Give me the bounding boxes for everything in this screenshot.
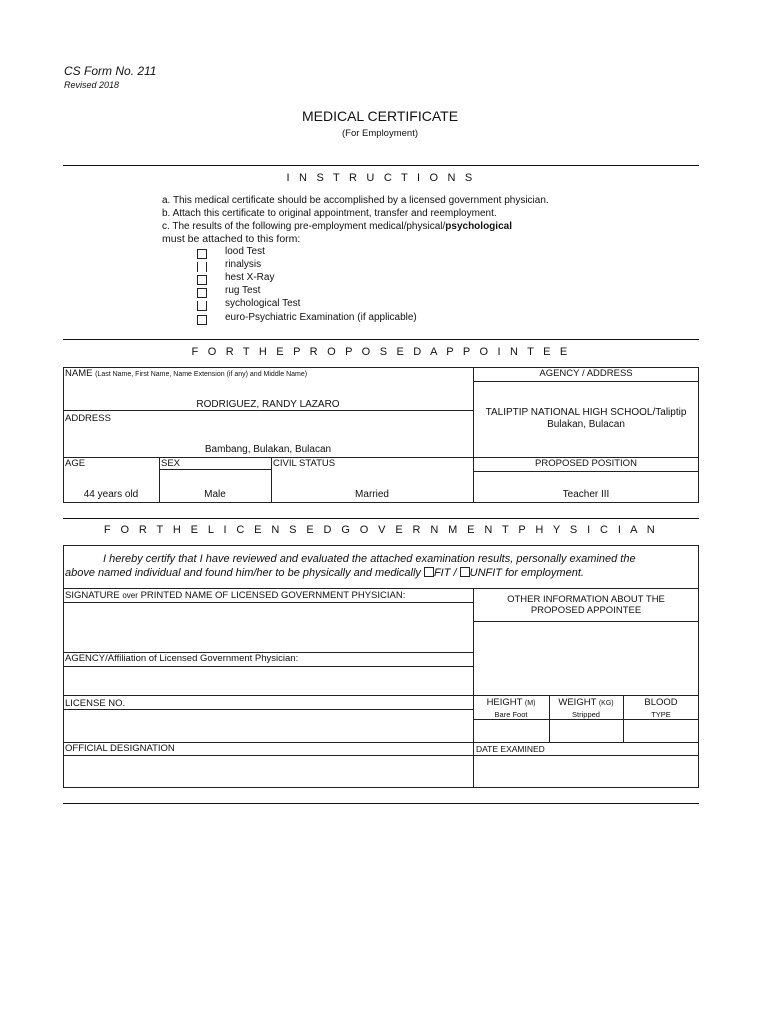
physician-agency-label: AGENCY/Affiliation of Licensed Government Physician: [65, 653, 299, 664]
blood-type-label: BLOOD [644, 697, 678, 708]
weight-sub: Stripped [572, 710, 600, 719]
instruction-c2: must be attached to this form: [162, 233, 301, 245]
name-label [65, 368, 307, 379]
certification-line2 [65, 566, 697, 580]
age-label: AGE [65, 458, 86, 469]
cert-text-1: I hereby certify that I have reviewed and evaluated the attached examination results, personally examined the [103, 553, 636, 565]
address-value[interactable]: Bambang, Bulakan, Bulacan [204, 444, 332, 455]
license-field[interactable] [64, 710, 472, 741]
divider-physician [63, 518, 699, 519]
blood-type-field[interactable] [624, 720, 698, 741]
name-value[interactable]: RODRIGUEZ, RANDY LAZARO [196, 399, 340, 410]
instruction-c [162, 220, 512, 233]
agency-value-line1[interactable]: TALIPTIP NATIONAL HIGH SCHOOL/Taliptip [485, 407, 687, 418]
license-label: LICENSE NO. [65, 698, 126, 709]
certification-line1 [65, 552, 697, 566]
table-divider [473, 471, 699, 472]
cert-text-2: above named individual and found him/her to be physically and medically [65, 567, 421, 579]
weight-field[interactable] [550, 720, 622, 741]
checklist-item: rug Test [225, 285, 261, 296]
divider-appointee [63, 339, 699, 340]
position-label: PROPOSED POSITION [535, 458, 637, 469]
height-sub: Bare Foot [494, 710, 528, 719]
checkbox-psychological-test[interactable] [197, 301, 207, 311]
signature-label-c: PRINTED NAME OF LICENSED GOVERNMENT PHYSICIAN: [140, 590, 406, 601]
instruction-c-text: c. The results of the following pre-employment medical/physical/ [162, 221, 446, 232]
designation-field[interactable] [64, 756, 472, 787]
checkbox-drug-test[interactable] [197, 288, 207, 298]
height-field[interactable] [474, 720, 548, 741]
checklist-item: hest X-Ray [225, 272, 275, 283]
agency-value-line2[interactable]: Bulakan, Bulacan [547, 419, 625, 430]
unfit-label: UNFIT for employment. [469, 567, 584, 579]
civil-status-value[interactable]: Married [355, 489, 389, 500]
table-divider [63, 410, 473, 411]
instructions-heading: I N S T R U C T I O N S [286, 172, 476, 184]
height-label-text: HEIGHT [486, 697, 523, 708]
sex-value[interactable]: Male [204, 489, 226, 500]
civil-status-label: CIVIL STATUS [273, 458, 336, 469]
weight-label-text: WEIGHT [558, 697, 597, 708]
instruction-b: b. Attach this certificate to original appointment, transfer and reemployment. [162, 208, 497, 219]
other-info-label-line2: PROPOSED APPOINTEE [530, 605, 642, 616]
instruction-a: a. This medical certificate should be accomplished by a licensed government physician. [162, 195, 549, 206]
divider-bottom [63, 803, 699, 804]
physician-heading: F O R T H E L I C E N S E D G O V E R N M E N T P H Y S I C I A N [103, 524, 659, 536]
unfit-checkbox[interactable] [460, 567, 470, 577]
form-number: CS Form No. 211 [64, 64, 157, 78]
page-subtitle: (For Employment) [341, 128, 418, 139]
appointee-heading: F O R T H E P R O P O S E D A P P O I N T E E [191, 346, 571, 358]
sex-label: SEX [161, 458, 181, 469]
signature-label-b: over [122, 591, 138, 600]
other-info-label-line1: OTHER INFORMATION ABOUT THE [507, 594, 665, 605]
designation-label: OFFICIAL DESIGNATION [65, 743, 175, 754]
checklist-item: euro-Psychiatric Examination (if applicable) [225, 312, 417, 323]
signature-label [65, 590, 405, 601]
physician-agency-field[interactable] [64, 667, 472, 694]
page-title: MEDICAL CERTIFICATE [301, 108, 459, 124]
checkbox-chest-xray[interactable] [197, 275, 207, 285]
instruction-c-bold: psychological [445, 221, 512, 232]
table-divider [63, 588, 699, 589]
checklist-item: lood Test [225, 246, 265, 257]
table-divider [63, 695, 699, 696]
height-label [473, 697, 549, 708]
table-divider [473, 621, 699, 622]
checkbox-blood-test[interactable] [197, 249, 207, 259]
age-value[interactable]: 44 years old [83, 489, 139, 500]
fit-checkbox[interactable] [424, 567, 434, 577]
signature-field[interactable] [64, 603, 472, 651]
checkbox-neuro-psychiatric[interactable] [197, 315, 207, 325]
name-label-text: NAME [65, 368, 93, 379]
table-divider [473, 381, 699, 382]
agency-label: AGENCY / ADDRESS [539, 368, 633, 379]
fit-label: FIT / [433, 567, 457, 579]
table-divider [159, 469, 271, 470]
address-label: ADDRESS [65, 413, 111, 424]
blood-type-sub: TYPE [651, 710, 671, 719]
checklist-item: sychological Test [225, 298, 301, 309]
date-examined-field[interactable] [474, 756, 698, 787]
table-divider [473, 367, 474, 503]
name-hint: (Last Name, First Name, Name Extension (if any) and Middle Name) [95, 371, 308, 378]
weight-unit: (KG) [598, 700, 614, 707]
revision-note: Revised 2018 [64, 80, 120, 90]
checkbox-urinalysis[interactable] [197, 262, 207, 272]
signature-label-a: SIGNATURE [65, 590, 120, 601]
height-unit: (M) [524, 700, 536, 707]
certification-text [65, 552, 697, 580]
weight-label [549, 697, 623, 708]
position-value[interactable]: Teacher III [562, 489, 610, 500]
date-examined-label: DATE EXAMINED [476, 744, 545, 754]
checklist-item: rinalysis [225, 259, 262, 270]
divider-top [63, 165, 699, 166]
